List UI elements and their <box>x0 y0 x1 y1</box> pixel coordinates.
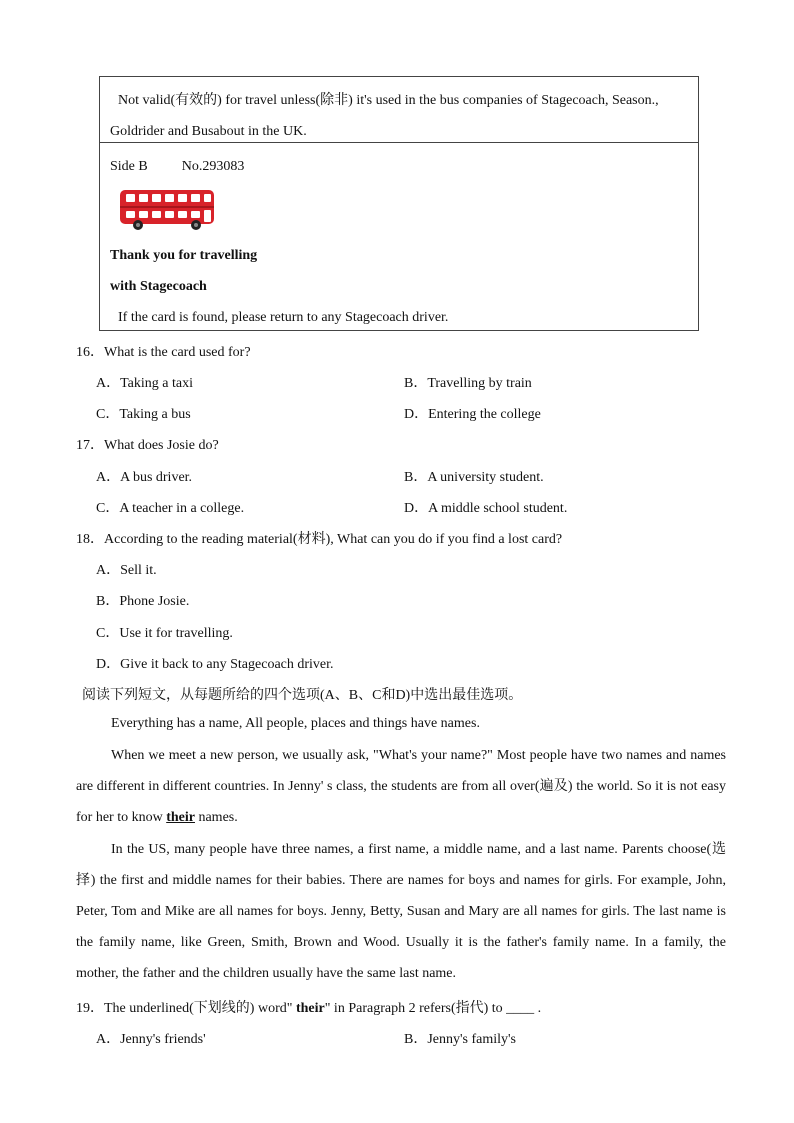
q16-option-b: B．Travelling by train <box>404 376 532 391</box>
side-a-text: Not valid(有效的) for travel unless(除非) it's used in the bus companies of Stagecoach, Season., <box>118 93 659 108</box>
side-b-label: Side B <box>110 159 148 174</box>
paragraph-2-text: When we meet a new person, we usually ask, "What's your name?" Most people have two names and names are different in different countries. In Jenny' s class, the students are from all over(遍及) the world. So it is not easy for her to know <box>76 748 726 825</box>
q16-option-a: A．Taking a taxi <box>96 376 193 391</box>
q16-option-c: C．Taking a bus <box>96 407 191 422</box>
q18-option-c: C．Use it for travelling. <box>96 626 233 641</box>
question-18-stem: 18．According to the reading material(材料), What can you do if you find a lost card? <box>76 532 563 547</box>
q19-stem-after: " in Paragraph 2 refers(指代) to ____ . <box>324 1001 542 1016</box>
passage-paragraph-3: In the US, many people have three names, a first name, a middle name, and a last name. Parents choose(选择) the first and middle names for their babies. There are names for boys and names for girls. For example, John, Peter, Tom and Mike are all names for boys. Jenny, Betty, Susan and Mary are all names for girls. The last name is the family name, like Green, Smith, Brown and Wood. Usually it is the father's family name. In a family, the mother, the father and the children usually have the same last name. <box>76 842 726 981</box>
q19-keyword: their <box>295 1001 325 1016</box>
q18-option-b: B．Phone Josie. <box>96 594 190 609</box>
card-side-b <box>100 143 698 333</box>
question-19-stem <box>76 997 541 1017</box>
found-notice: If the card is found, please return to any Stagecoach driver. <box>118 310 449 325</box>
passage-paragraph-1: Everything has a name, All people, places and things have names. <box>111 716 480 731</box>
q16-option-d: D．Entering the college <box>404 407 541 422</box>
q18-option-d: D．Give it back to any Stagecoach driver. <box>96 657 334 672</box>
q17-option-c: C．A teacher in a college. <box>96 501 245 516</box>
paragraph-2-end: names. <box>194 810 238 825</box>
ticket-card <box>99 76 699 331</box>
q17-option-b: B．A university student. <box>404 470 544 485</box>
question-16-stem: 16．What is the card used for? <box>76 345 251 360</box>
card-number: No.293083 <box>181 159 245 174</box>
underlined-word: their <box>166 810 195 825</box>
question-17-stem: 17．What does Josie do? <box>76 438 219 453</box>
passage-paragraph-2 <box>76 740 726 833</box>
section-instruction: 阅读下列短文，从每题所给的四个选项(A、B、C和D)中选出最佳选项。 <box>82 688 523 703</box>
thanks-line-2: with Stagecoach <box>110 279 207 294</box>
q17-option-d: D．A middle school student. <box>404 501 568 516</box>
q19-option-b: B．Jenny's family's <box>404 1032 516 1047</box>
side-a-text-2: Goldrider and Busabout in the UK. <box>110 124 307 139</box>
card-side-a <box>100 77 698 143</box>
q19-stem-before: 19．The underlined(下划线的) word" <box>76 1001 296 1016</box>
q18-option-a: A．Sell it. <box>96 563 157 578</box>
q17-option-a: A．A bus driver. <box>96 470 193 485</box>
q19-option-a: A．Jenny's friends' <box>96 1032 206 1047</box>
double-decker-bus-icon <box>118 188 688 236</box>
thanks-line-1: Thank you for travelling <box>110 248 258 263</box>
